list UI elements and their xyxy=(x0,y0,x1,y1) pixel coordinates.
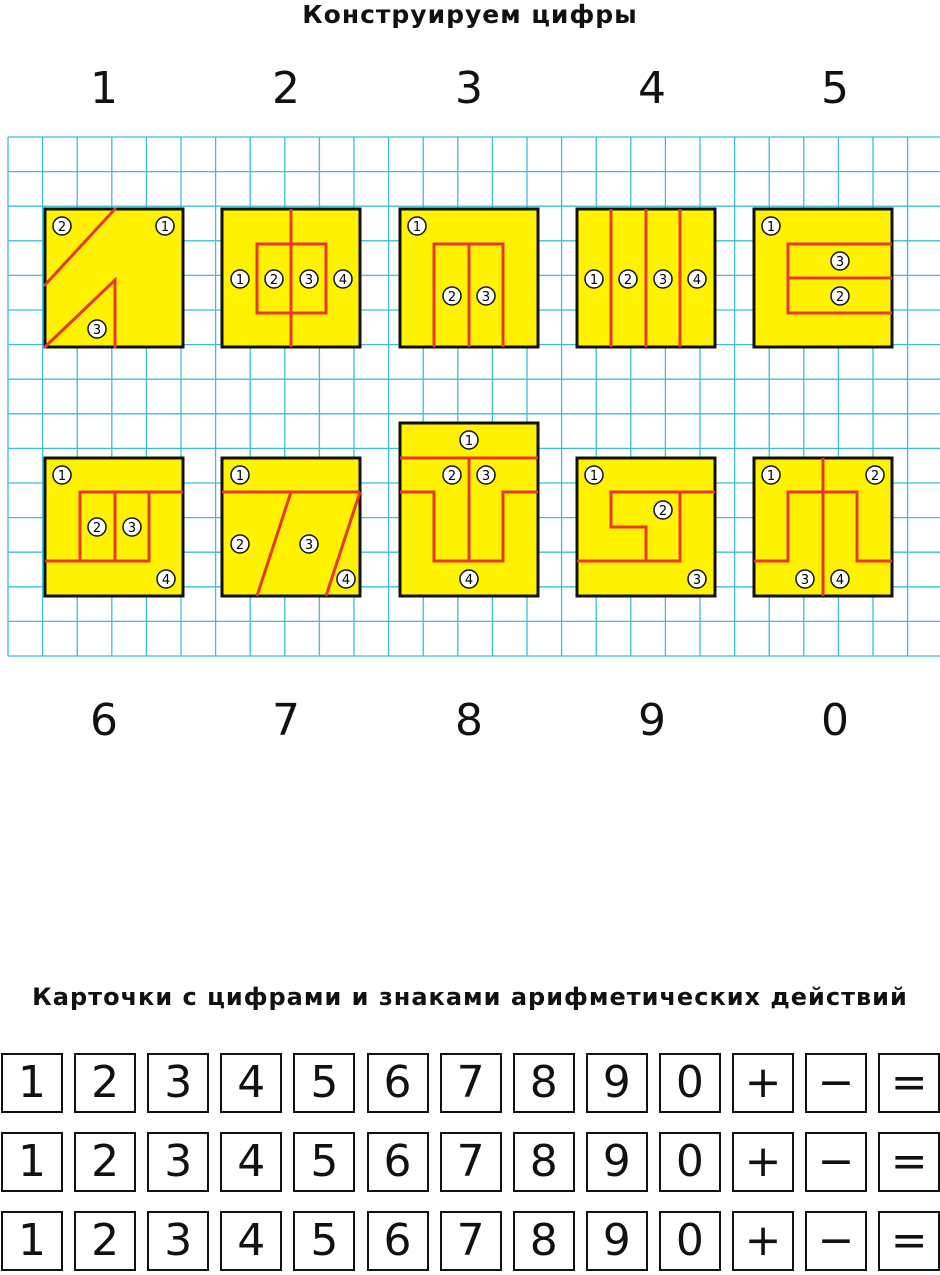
card-8: 8 xyxy=(513,1053,575,1113)
piece-number: 3 xyxy=(92,323,102,338)
card-1: 1 xyxy=(1,1053,63,1113)
card-11: + xyxy=(732,1053,794,1113)
card-2: 2 xyxy=(74,1211,136,1271)
digit-label-2: 2 xyxy=(272,63,300,114)
digit-label-1: 1 xyxy=(90,63,118,114)
piece-number: 1 xyxy=(589,469,599,484)
card-9: 9 xyxy=(586,1053,648,1113)
digit-0-puzzle xyxy=(754,458,892,596)
piece-number: 1 xyxy=(160,220,170,235)
piece-number: 1 xyxy=(766,469,776,484)
card-4: 4 xyxy=(220,1053,282,1113)
card-7: 7 xyxy=(440,1211,502,1271)
piece-number: 1 xyxy=(766,220,776,235)
piece-number: 2 xyxy=(623,273,633,288)
piece-number: 3 xyxy=(127,521,137,536)
card-9: 9 xyxy=(586,1211,648,1271)
card-1: 1 xyxy=(1,1211,63,1271)
card-7: 7 xyxy=(440,1053,502,1113)
digit-label-9: 9 xyxy=(638,695,666,746)
digit-3-puzzle xyxy=(400,209,538,347)
piece-number: 2 xyxy=(447,469,457,484)
digit-label-5: 5 xyxy=(821,63,849,114)
piece-number: 2 xyxy=(447,290,457,305)
piece-number: 1 xyxy=(235,273,245,288)
piece-number: 1 xyxy=(412,220,422,235)
digit-8-puzzle xyxy=(400,423,538,596)
piece-number: 2 xyxy=(835,290,845,305)
digit-label-8: 8 xyxy=(455,695,483,746)
digit-label-3: 3 xyxy=(455,63,483,114)
digit-6-puzzle xyxy=(45,458,183,596)
card-1: 1 xyxy=(1,1132,63,1192)
piece-number: 3 xyxy=(835,255,845,270)
card-4: 4 xyxy=(220,1211,282,1271)
piece-number: 4 xyxy=(692,273,702,288)
piece-number: 4 xyxy=(835,573,845,588)
card-3: 3 xyxy=(147,1053,209,1113)
digit-9-puzzle xyxy=(577,458,715,596)
page-title: Конструируем цифры xyxy=(302,0,638,29)
digit-label-6: 6 xyxy=(90,695,118,746)
card-10: 0 xyxy=(659,1053,721,1113)
digit-label-7: 7 xyxy=(272,695,300,746)
card-13: = xyxy=(878,1211,940,1271)
card-12: − xyxy=(805,1053,867,1113)
digit-4-puzzle xyxy=(577,209,715,347)
digit-label-4: 4 xyxy=(638,63,666,114)
piece-number: 2 xyxy=(658,504,668,519)
piece-number: 4 xyxy=(338,273,348,288)
cards-section-title: Карточки с цифрами и знаками арифметических действий xyxy=(32,983,908,1011)
card-12: − xyxy=(805,1132,867,1192)
piece-number: 4 xyxy=(464,573,474,588)
card-4: 4 xyxy=(220,1132,282,1192)
piece-number: 3 xyxy=(692,573,702,588)
piece-number: 2 xyxy=(92,521,102,536)
card-11: + xyxy=(732,1211,794,1271)
piece-number: 1 xyxy=(464,434,474,449)
digit-5-puzzle xyxy=(754,209,892,347)
piece-number: 4 xyxy=(161,573,171,588)
card-7: 7 xyxy=(440,1132,502,1192)
piece-number: 3 xyxy=(481,469,491,484)
card-6: 6 xyxy=(367,1132,429,1192)
digit-label-0: 0 xyxy=(821,695,849,746)
digit-2-puzzle xyxy=(222,209,360,347)
digit-1-puzzle xyxy=(45,209,183,347)
card-5: 5 xyxy=(293,1132,355,1192)
piece-number: 1 xyxy=(235,469,245,484)
piece-number: 3 xyxy=(658,273,668,288)
piece-number: 1 xyxy=(589,273,599,288)
card-11: + xyxy=(732,1132,794,1192)
card-10: 0 xyxy=(659,1211,721,1271)
card-13: = xyxy=(878,1053,940,1113)
card-5: 5 xyxy=(293,1053,355,1113)
piece-number: 2 xyxy=(57,220,67,235)
piece-number: 4 xyxy=(341,573,351,588)
digit-7-puzzle xyxy=(222,458,360,596)
card-6: 6 xyxy=(367,1211,429,1271)
piece-number: 1 xyxy=(57,469,67,484)
card-8: 8 xyxy=(513,1132,575,1192)
card-2: 2 xyxy=(74,1053,136,1113)
card-2: 2 xyxy=(74,1132,136,1192)
piece-number: 3 xyxy=(304,538,314,553)
card-3: 3 xyxy=(147,1211,209,1271)
piece-number: 2 xyxy=(235,538,245,553)
card-8: 8 xyxy=(513,1211,575,1271)
card-12: − xyxy=(805,1211,867,1271)
card-6: 6 xyxy=(367,1053,429,1113)
card-5: 5 xyxy=(293,1211,355,1271)
piece-number: 2 xyxy=(870,469,880,484)
piece-number: 3 xyxy=(304,273,314,288)
card-9: 9 xyxy=(586,1132,648,1192)
piece-number: 3 xyxy=(800,573,810,588)
card-3: 3 xyxy=(147,1132,209,1192)
piece-number: 2 xyxy=(269,273,279,288)
piece-number: 3 xyxy=(481,290,491,305)
card-10: 0 xyxy=(659,1132,721,1192)
card-13: = xyxy=(878,1132,940,1192)
